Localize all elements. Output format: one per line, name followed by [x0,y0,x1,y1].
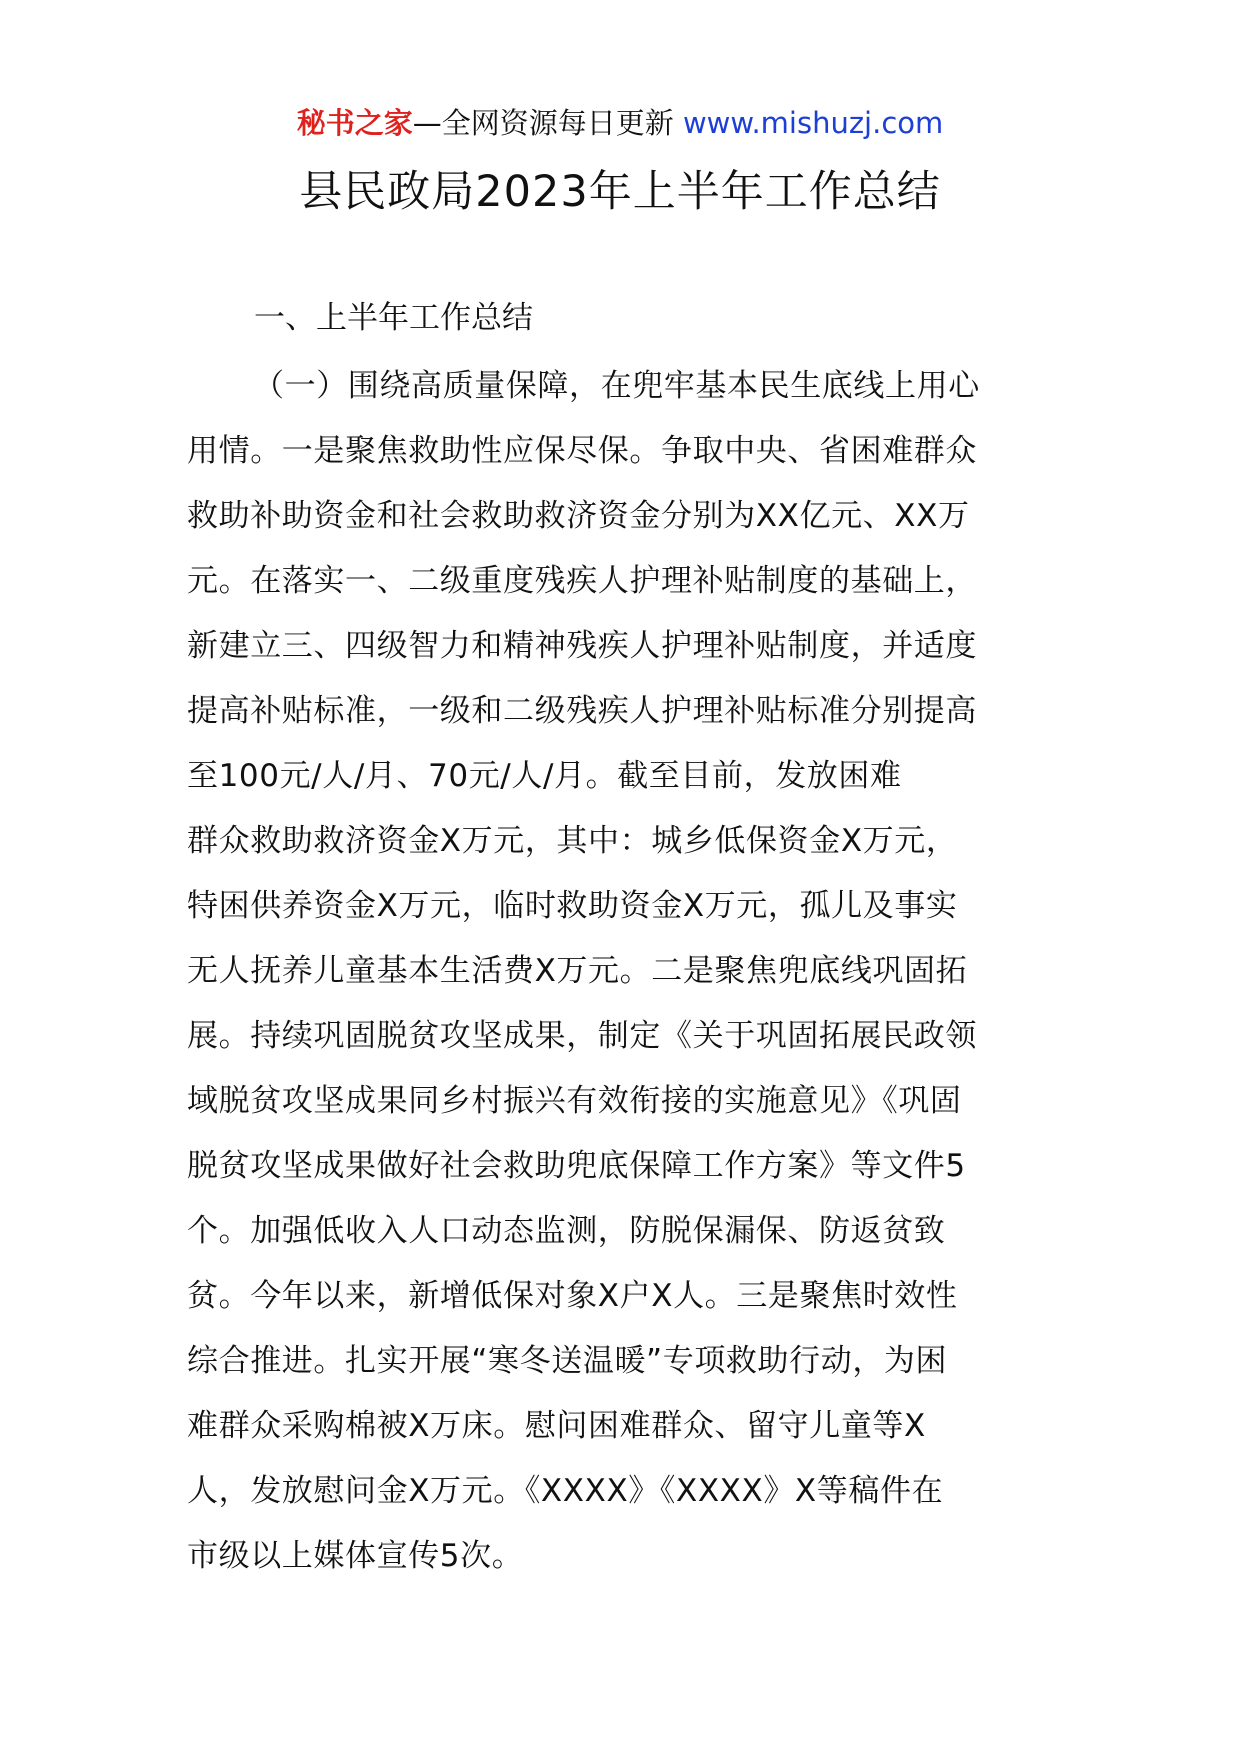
body-line: 元。在落实一、二级重度残疾人护理补贴制度的基础上， [187,563,977,599]
body-line: 市级以上媒体宣传5次。 [187,1538,524,1574]
body-line: 群众救助救济资金X万元，其中：城乡低保资金X万元， [187,823,958,859]
banner-slogan: —全网资源每日更新 [412,106,683,140]
section-heading: 一、上半年工作总结 [254,300,533,336]
body-line: 域脱贫攻坚成果同乡村振兴有效衔接的实施意见》《巩固 [187,1083,962,1119]
document-title: 县民政局2023年上半年工作总结 [299,167,941,217]
body-line: 展。持续巩固脱贫攻坚成果，制定《关于巩固拓展民政领 [187,1018,977,1054]
body-line: 新建立三、四级智力和精神残疾人护理补贴制度，并适度 [187,628,977,664]
body-line: 个。加强低收入人口动态监测，防脱保漏保、防返贫致 [187,1213,946,1249]
body-line: 救助补助资金和社会救助救济资金分别为XX亿元、XX万 [187,498,970,534]
body-line: 贫。今年以来，新增低保对象X户X人。三是聚焦时效性 [187,1278,958,1314]
banner-url-link[interactable]: www.mishuzj.com [682,106,944,140]
body-line: 用情。一是聚焦救助性应保尽保。争取中央、省困难群众 [187,433,977,469]
banner-brand: 秘书之家 [296,106,413,140]
body-line: 脱贫攻坚成果做好社会救助兜底保障工作方案》等文件5 [187,1148,966,1184]
body-line: 难群众采购棉被X万床。慰问困难群众、留守儿童等X [187,1408,926,1444]
body-line: 人，发放慰问金X万元。《XXXX》《XXXX》X等稿件在 [187,1473,944,1509]
body-line: （一）围绕高质量保障，在兜牢基本民生底线上用心 [253,368,980,404]
body-line: 综合推进。扎实开展“寒冬送温暖”专项救助行动，为困 [187,1343,948,1379]
body-line: 提高补贴标准，一级和二级残疾人护理补贴标准分别提高 [187,693,977,729]
body-line: 特困供养资金X万元，临时救助资金X万元，孤儿及事实 [187,888,958,924]
body-line: 无人抚养儿童基本生活费X万元。二是聚焦兜底线巩固拓 [187,953,968,989]
body-paragraph [187,361,1057,1596]
site-banner [0,103,1240,143]
body-line: 至100元/人/月、70元/人/月。截至目前，发放困难 [187,758,902,794]
